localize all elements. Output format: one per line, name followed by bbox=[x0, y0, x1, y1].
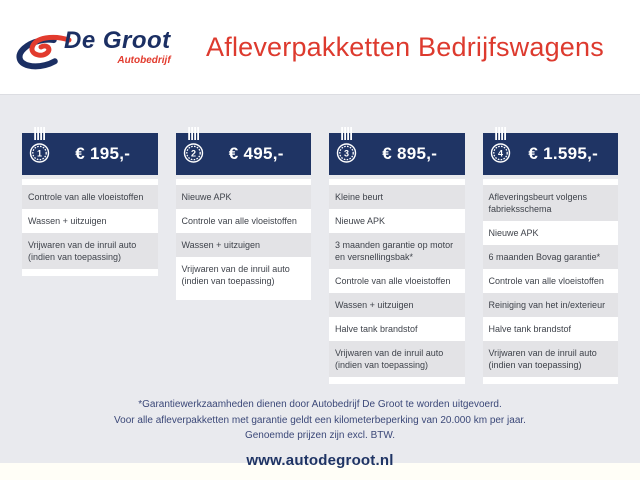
package-card bbox=[176, 133, 312, 300]
package-items bbox=[329, 179, 465, 384]
package-card bbox=[329, 133, 465, 384]
content-area bbox=[0, 95, 640, 469]
brand-name: De Groot bbox=[64, 26, 171, 54]
package-item: Vrijwaren van de inruil auto (indien van toepassing) bbox=[483, 341, 619, 377]
medal-icon bbox=[334, 127, 358, 171]
package-item: Afleveringsbeurt volgens fabrieksschema bbox=[483, 185, 619, 221]
package-header bbox=[483, 133, 619, 175]
package-item: Controle van alle vloeistoffen bbox=[22, 185, 158, 209]
package-item: Controle van alle vloeistoffen bbox=[483, 269, 619, 293]
package-header bbox=[176, 133, 312, 175]
footnote-line: Voor alle afleverpakketten met garantie geldt een kilometerbeperking van 20.000 km per jaar. bbox=[114, 414, 526, 426]
package-card bbox=[483, 133, 619, 384]
packages-row bbox=[22, 133, 618, 384]
medal-number: 4 bbox=[497, 148, 503, 159]
package-item: Wassen + uitzuigen bbox=[176, 233, 312, 257]
package-price: € 495,- bbox=[228, 144, 284, 163]
package-item: Vrijwaren van de inruil auto (indien van toepassing) bbox=[329, 341, 465, 377]
package-item: Vrijwaren van de inruil auto (indien van toepassing) bbox=[22, 233, 158, 269]
package-price: € 895,- bbox=[382, 144, 438, 163]
package-item: 3 maanden garantie op motor en versnellingsbak* bbox=[329, 233, 465, 269]
brand-logo bbox=[0, 23, 180, 71]
package-header bbox=[22, 133, 158, 175]
medal-number: 1 bbox=[36, 148, 43, 159]
package-item: Nieuwe APK bbox=[483, 221, 619, 245]
package-items bbox=[483, 179, 619, 384]
package-item: Controle van alle vloeistoffen bbox=[176, 209, 312, 233]
package-items bbox=[22, 179, 158, 276]
footnote-line: *Garantiewerkzaamheden dienen door Autobedrijf De Groot te worden uitgevoerd. bbox=[138, 399, 502, 410]
medal-icon bbox=[181, 127, 205, 171]
package-item: Nieuwe APK bbox=[176, 185, 312, 209]
package-item: Controle van alle vloeistoffen bbox=[329, 269, 465, 293]
top-header bbox=[0, 0, 640, 95]
package-items bbox=[176, 179, 312, 300]
brand-logo-text bbox=[64, 26, 171, 66]
package-item: Reiniging van het in/exterieur bbox=[483, 293, 619, 317]
medal-icon bbox=[27, 127, 51, 171]
footnote-line: Genoemde prijzen zijn excl. BTW. bbox=[244, 430, 396, 441]
package-item: Halve tank brandstof bbox=[483, 317, 619, 341]
medal-number: 3 bbox=[343, 148, 350, 159]
package-item: Nieuwe APK bbox=[329, 209, 465, 233]
package-price: € 195,- bbox=[75, 144, 131, 163]
medal-number: 2 bbox=[190, 148, 196, 159]
package-item: Vrijwaren van de inruil auto (indien van toepassing) bbox=[176, 257, 312, 293]
brand-subtitle: Autobedrijf bbox=[117, 54, 171, 66]
package-price: € 1.595,- bbox=[528, 144, 599, 163]
package-item: Wassen + uitzuigen bbox=[329, 293, 465, 317]
package-item: Halve tank brandstof bbox=[329, 317, 465, 341]
website-url: www.autodegroot.nl bbox=[246, 451, 394, 469]
package-card bbox=[22, 133, 158, 276]
page-title: Afleverpakketten Bedrijfswagens bbox=[206, 31, 604, 62]
footnotes bbox=[0, 397, 640, 444]
package-item: 6 maanden Bovag garantie* bbox=[483, 245, 619, 269]
package-item: Wassen + uitzuigen bbox=[22, 209, 158, 233]
package-item: Kleine beurt bbox=[329, 185, 465, 209]
package-header bbox=[329, 133, 465, 175]
medal-icon bbox=[488, 127, 512, 171]
